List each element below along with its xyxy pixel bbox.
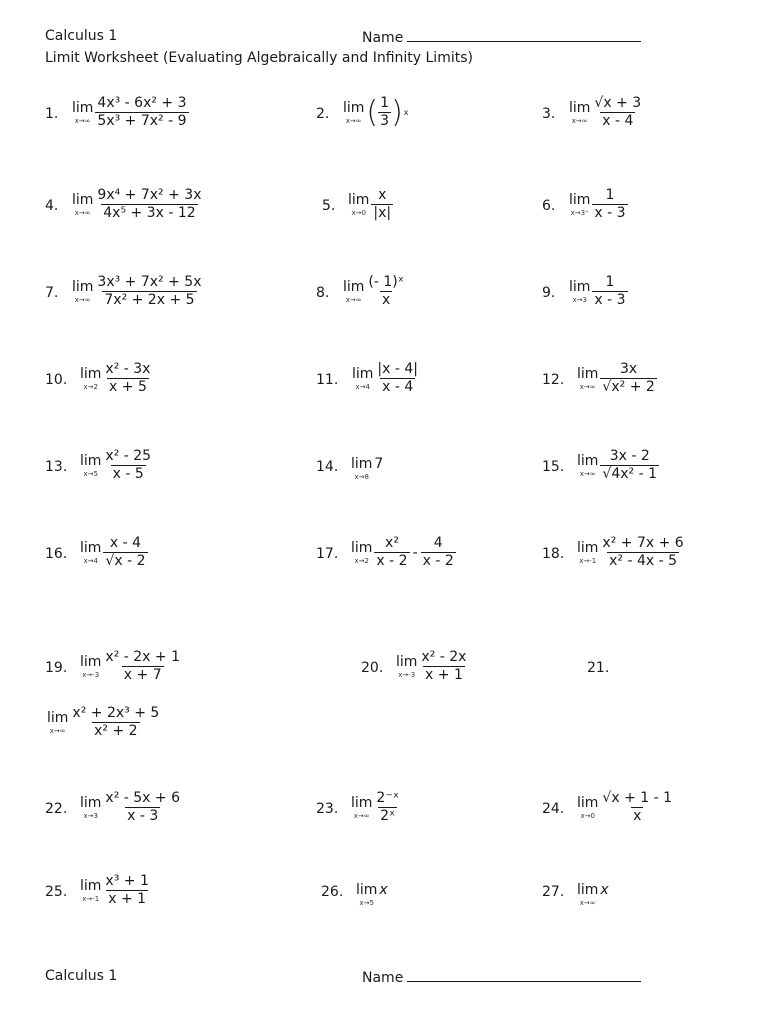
- problem-number: 14.: [316, 459, 339, 475]
- problem-6: [569, 187, 628, 222]
- name-field: [362, 28, 641, 46]
- problem-number: 16.: [45, 546, 68, 562]
- limit-approach: x→-3: [398, 670, 416, 679]
- denominator: x + 5: [109, 379, 147, 395]
- numerator: x² - 25: [105, 448, 152, 464]
- limit-approach: x→4: [355, 382, 370, 391]
- denominator: x² - 4x - 5: [609, 553, 677, 569]
- problem-3: [569, 95, 643, 130]
- numerator: 9x⁴ + 7x² + 3x: [97, 187, 202, 203]
- limit-word: lim: [348, 191, 370, 208]
- limit-approach: x→8: [354, 473, 369, 481]
- numerator: √x + 1 - 1: [602, 790, 673, 806]
- denominator: x + 7: [123, 667, 162, 683]
- limit-approach: x→∞: [74, 295, 91, 304]
- problem-27: [577, 882, 609, 908]
- limit-word: lim: [351, 794, 373, 811]
- problem-25: [80, 873, 151, 908]
- limit-word: lim: [351, 539, 373, 556]
- denominator: x - 4: [382, 379, 414, 395]
- limit-word: lim: [72, 278, 94, 295]
- limit-word: lim: [72, 99, 94, 116]
- limit-word: lim: [343, 99, 365, 116]
- denominator: x: [633, 808, 642, 824]
- limit-approach: x→3: [572, 295, 587, 304]
- numerator: x² - 5x + 6: [105, 790, 181, 806]
- problem-number: 23.: [316, 801, 339, 817]
- denominator: 3: [380, 113, 390, 129]
- problem-number: 1.: [45, 106, 59, 122]
- limit-word: lim: [577, 882, 599, 898]
- limit-approach: x→∞: [49, 726, 66, 735]
- problem-number: 26.: [321, 884, 344, 900]
- problem-17: [351, 535, 456, 570]
- problem-2: [343, 95, 409, 130]
- problem-number: 17.: [316, 546, 339, 562]
- limit-approach: x→∞: [345, 116, 362, 125]
- problem-8: [343, 274, 406, 309]
- limit-word: lim: [569, 191, 591, 208]
- denominator: 7x² + 2x + 5: [104, 292, 195, 308]
- limit-word: lim: [80, 877, 102, 894]
- problem-15: [577, 448, 659, 483]
- problem-26: [356, 882, 388, 908]
- numerator: 3x: [620, 361, 638, 377]
- limit-word: lim: [80, 452, 102, 469]
- problem-12: [577, 361, 657, 396]
- limit-approach: x→0: [580, 811, 595, 820]
- problem-number: 10.: [45, 372, 68, 388]
- denominator: x - 3: [594, 292, 626, 308]
- limit-word: lim: [577, 539, 599, 556]
- limit-word: lim: [577, 452, 599, 469]
- numerator: 1: [605, 274, 615, 290]
- problem-number: 18.: [542, 546, 565, 562]
- limit-word: lim: [577, 365, 599, 382]
- limit-approach: x→-1: [82, 894, 100, 903]
- problem-24: [577, 790, 674, 825]
- limit-approach: x→∞: [74, 116, 91, 125]
- limit-approach: x→3⁺: [570, 208, 589, 217]
- limit-word: lim: [80, 653, 102, 670]
- problem-number: 22.: [45, 801, 68, 817]
- limit-word: lim: [569, 99, 591, 116]
- limit-word: lim: [351, 456, 373, 472]
- limit-approach: x→∞: [345, 295, 362, 304]
- denominator: 2ˣ: [380, 808, 396, 824]
- limit-body: x: [600, 882, 609, 898]
- denominator: 5x³ + 7x² - 9: [97, 113, 187, 129]
- problem-number: 19.: [45, 660, 68, 676]
- numerator: x² + 7x + 6: [602, 535, 684, 551]
- problem-number: 8.: [316, 285, 330, 301]
- limit-approach: x→∞: [579, 469, 596, 478]
- problem-number: 9.: [542, 285, 556, 301]
- footer-name-field: [362, 968, 641, 986]
- problem-number: 7.: [45, 285, 59, 301]
- numerator: x² + 2x³ + 5: [72, 705, 160, 721]
- denominator: √x² + 2: [602, 379, 655, 395]
- problem-number: 20.: [361, 660, 384, 676]
- limit-approach: x→∞: [353, 811, 370, 820]
- limit-word: lim: [352, 365, 374, 382]
- problem-number: 4.: [45, 198, 59, 214]
- numerator: x - 4: [109, 535, 142, 551]
- denominator: x - 5: [112, 466, 144, 482]
- limit-word: lim: [80, 794, 102, 811]
- limit-word: lim: [356, 882, 378, 898]
- denominator: x - 4: [602, 113, 634, 129]
- problem-18: [577, 535, 686, 570]
- problem-13: [80, 448, 153, 483]
- limit-approach: x→∞: [579, 899, 596, 907]
- limit-approach: x→2: [83, 382, 98, 391]
- limit-approach: x→-3: [82, 670, 100, 679]
- problem-number: 12.: [542, 372, 565, 388]
- problem-number: 6.: [542, 198, 556, 214]
- problem-1: [72, 95, 189, 130]
- numerator: 2⁻ˣ: [376, 790, 399, 806]
- problem-number: 3.: [542, 106, 556, 122]
- problem-7: [72, 274, 204, 309]
- exponent: x: [403, 108, 409, 117]
- denominator: |x|: [373, 205, 392, 221]
- numerator: 1: [605, 187, 615, 203]
- limit-word: lim: [569, 278, 591, 295]
- left-paren: (: [366, 94, 379, 130]
- numerator: 3x³ + 7x² + 5x: [97, 274, 202, 290]
- limit-word: lim: [577, 794, 599, 811]
- problem-22: [80, 790, 182, 825]
- numerator: x² - 2x + 1: [105, 649, 181, 665]
- problem-number: 11.: [316, 372, 339, 388]
- problem-number: 27.: [542, 884, 565, 900]
- numerator: |x - 4|: [377, 361, 418, 377]
- numerator-2: 4: [433, 535, 443, 551]
- limit-approach: x→3: [83, 811, 98, 820]
- denominator: √x - 2: [105, 553, 146, 569]
- problem-19: [80, 649, 182, 684]
- problem-number: 15.: [542, 459, 565, 475]
- limit-approach: x→2: [354, 556, 369, 565]
- limit-word: lim: [47, 709, 69, 726]
- problem-21: [47, 705, 161, 740]
- numerator: 4x³ - 6x² + 3: [97, 95, 187, 111]
- denominator: x - 2: [376, 553, 408, 569]
- problem-14: [351, 456, 383, 482]
- numerator: 3x - 2: [609, 448, 650, 464]
- worksheet-title: Limit Worksheet (Evaluating Algebraically and Infinity Limits): [45, 50, 473, 66]
- problem-number: 25.: [45, 884, 68, 900]
- denominator-2: x - 2: [422, 553, 454, 569]
- denominator: x + 1: [108, 891, 147, 907]
- limit-word: lim: [72, 191, 94, 208]
- numerator: x² - 3x: [105, 361, 151, 377]
- limit-approach: x→5: [83, 469, 98, 478]
- name-label: Name: [362, 30, 404, 46]
- limit-body: 7: [374, 456, 384, 472]
- right-paren: ): [391, 94, 403, 130]
- problem-20: [396, 649, 468, 684]
- numerator: x² - 2x: [421, 649, 467, 665]
- limit-approach: x→0: [351, 208, 366, 217]
- limit-body: x: [379, 882, 388, 898]
- limit-approach: x→4: [83, 556, 98, 565]
- minus-sign: -: [412, 544, 418, 561]
- limit-word: lim: [343, 278, 365, 295]
- denominator: 4x⁵ + 3x - 12: [103, 205, 196, 221]
- limit-word: lim: [396, 653, 418, 670]
- limit-approach: x→∞: [579, 382, 596, 391]
- limit-word: lim: [80, 365, 102, 382]
- denominator: x - 3: [594, 205, 626, 221]
- numerator: √x + 3: [594, 95, 642, 111]
- limit-approach: x→-1: [579, 556, 597, 565]
- footer-name-label: Name: [362, 970, 404, 986]
- problem-number: 13.: [45, 459, 68, 475]
- limit-word: lim: [80, 539, 102, 556]
- name-blank-line: [407, 28, 641, 42]
- problem-number: 2.: [316, 106, 330, 122]
- problem-number: 5.: [322, 198, 336, 214]
- problem-9: [569, 274, 628, 309]
- limit-approach: x→∞: [74, 208, 91, 217]
- numerator: x²: [385, 535, 399, 551]
- problem-23: [351, 790, 401, 825]
- limit-approach: x→∞: [571, 116, 588, 125]
- numerator: x: [378, 187, 387, 203]
- footer-course-label: Calculus 1: [45, 968, 118, 984]
- footer-name-blank-line: [407, 968, 641, 982]
- denominator: x - 3: [127, 808, 159, 824]
- limit-approach: x→5: [359, 899, 374, 907]
- problem-number: 21.: [587, 660, 610, 676]
- numerator: 1: [380, 95, 390, 111]
- denominator: x² + 2: [94, 723, 138, 739]
- problem-10: [80, 361, 152, 396]
- problem-number: 24.: [542, 801, 565, 817]
- numerator: x³ + 1: [105, 873, 149, 889]
- problem-5: [348, 187, 393, 222]
- denominator: √4x² - 1: [602, 466, 658, 482]
- problem-16: [80, 535, 148, 570]
- course-label: Calculus 1: [45, 28, 118, 44]
- problem-11: [352, 361, 420, 396]
- numerator: (- 1)ˣ: [368, 274, 404, 290]
- denominator: x + 1: [425, 667, 463, 683]
- denominator: x: [382, 292, 391, 308]
- problem-4: [72, 187, 204, 222]
